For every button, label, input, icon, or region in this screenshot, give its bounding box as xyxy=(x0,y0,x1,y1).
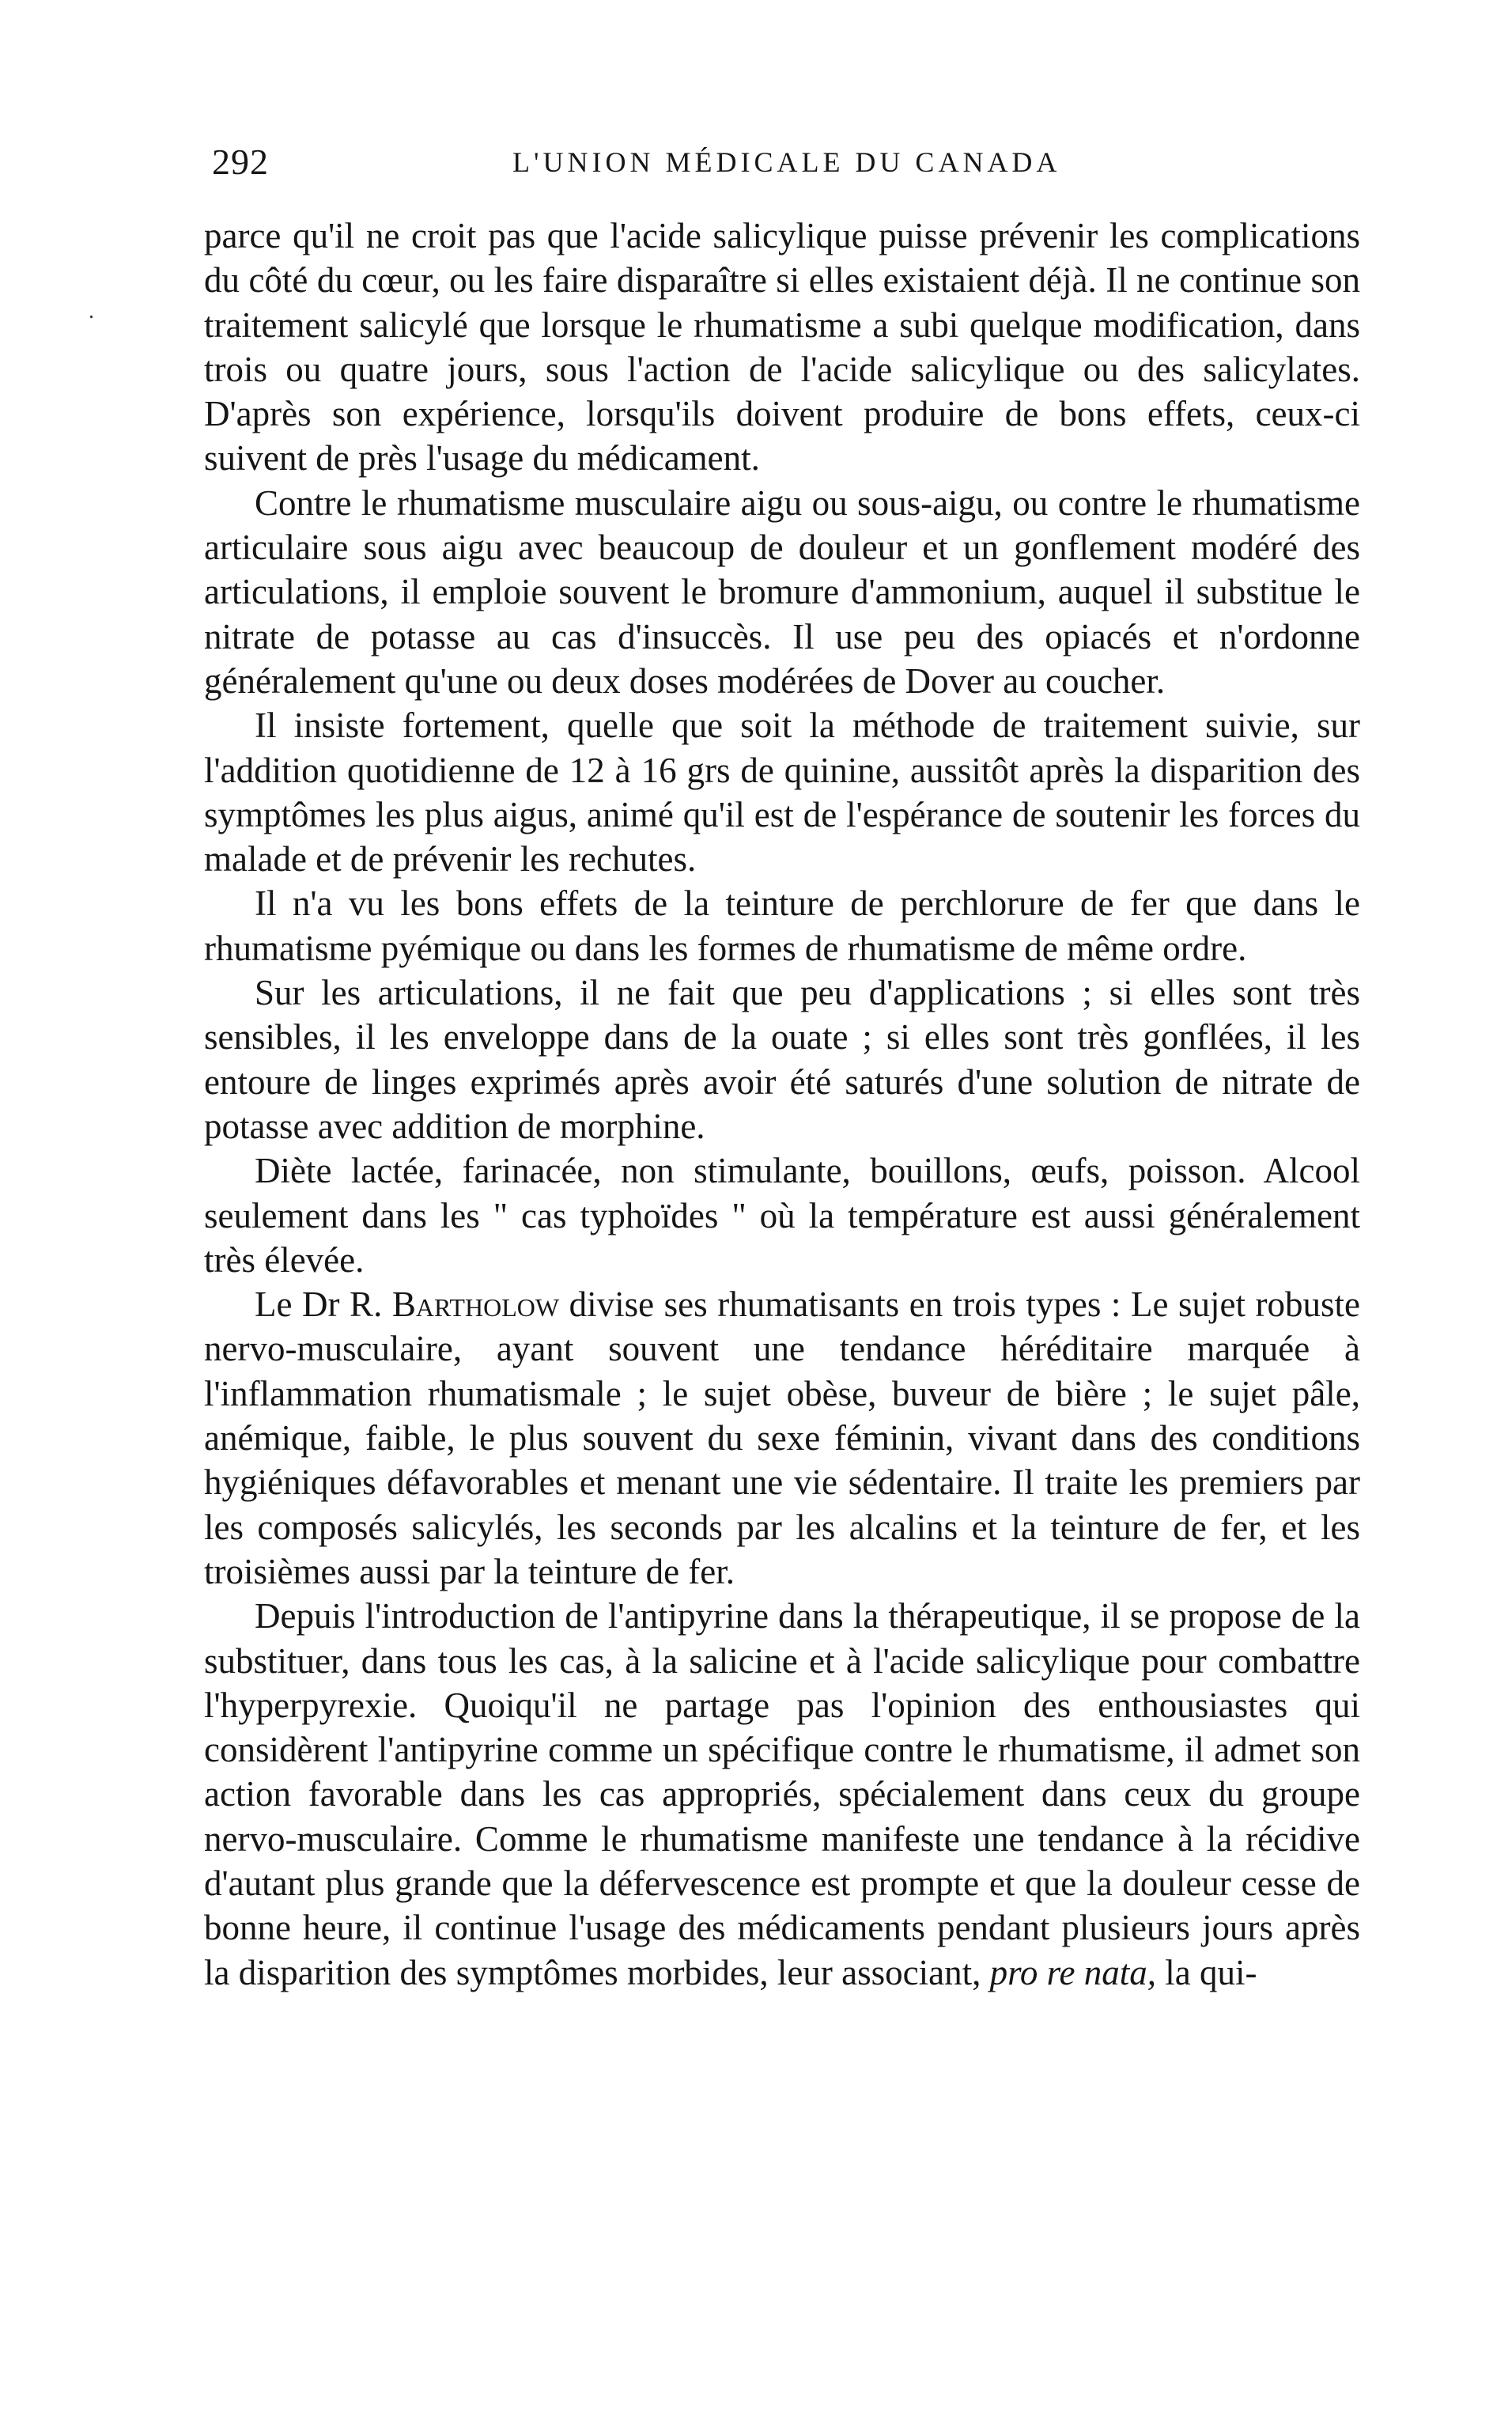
author-name: Bartholow xyxy=(391,1284,560,1325)
paragraph-quinine: Il insiste fortement, quelle que soit la méthode de traitement suivie, sur l'addition quotidienne de 12 à 16 grs de quinine, aussitôt après la disparition des symptômes les plus aigus, animé qu'il est de l'espérance de soutenir les forces du malade et de prévenir les rechutes. xyxy=(204,706,1360,880)
page-header xyxy=(212,141,1343,188)
antipyrine-tail: la qui- xyxy=(1156,1952,1257,1992)
antipyrine-body: Depuis l'introduction de l'antipyrine dans la thérapeutique, il se propose de la substituer, dans tous les cas, à la salicine et à l'acide salicylique pour combattre l'hyperpyrexie. Quoiqu'il ne partage pas l'opinion des enthousiastes qui considèrent l'antipyrine comme un spécifique contre le rhumatisme, il admet son action favorable dans les cas appropriés, spécialement dans ceux du groupe nervo-musculaire. Comme le rhumatisme manifeste une tendance à la récidive d'autant plus grande que la défervescence est prompte et que la douleur cesse de bonne heure, il continue l'usage des médicaments pendant plusieurs jours après la disparition des symptômes morbides, leur associant, xyxy=(204,1596,1360,1992)
body-text xyxy=(204,214,1360,1995)
paragraph-bartholow xyxy=(204,1282,1360,1594)
paragraph-muscular-rheumatism: Contre le rhumatisme musculaire aigu ou sous-aigu, ou contre le rhumatisme articulaire sous aigu avec beaucoup de douleur et un gonflement modéré des articulations, il emploie souvent le bromure d'ammonium, auquel il substitue le nitrate de potasse au cas d'insuccès. Il use peu des opiacés et n'ordonne généralement qu'une ou deux doses modérées de Dover au coucher. xyxy=(204,482,1360,701)
paragraph-diet: Diète lactée, farinacée, non stimulante, bouillons, œufs, poisson. Alcool seulement dans les " cas typhoïdes " où la température est aussi généralement très élevée. xyxy=(204,1151,1360,1280)
paragraph-perchloride: Il n'a vu les bons effets de la teinture de perchlorure de fer que dans le rhumatisme pyémique ou dans les formes de rhumatisme de même ordre. xyxy=(204,883,1360,968)
paragraph-joints: Sur les articulations, il ne fait que peu d'applications ; si elles sont très sensibles, il les enveloppe dans de la ouate ; si elles sont très gonflées, il les entoure de linges exprimés après avoir été saturés d'une solution de nitrate de potasse avec addition de morphine. xyxy=(204,973,1360,1146)
italic-phrase: pro re nata, xyxy=(989,1952,1157,1992)
page-number: 292 xyxy=(212,142,269,182)
paragraph-continuation: parce qu'il ne croit pas que l'acide salicylique puisse prévenir les complications du côté du cœur, ou les faire disparaître si elles existaient déjà. Il ne continue son traitement salicylé que lorsque le rhumatisme a subi quelque modification, dans trois ou quatre jours, sous l'action de l'acide salicylique ou des salicylates. D'après son expérience, lorsqu'ils doivent produire de bons effets, ceux-ci suivent de près l'usage du médicament. xyxy=(204,216,1360,479)
bartholow-body: divise ses rhumatisants en trois types : Le sujet robuste nervo-musculaire, ayant souvent une tendance héréditaire marquée à l'inflammation rhumatismale ; le sujet obèse, buveur de bière ; le sujet pâle, anémique, faible, le plus souvent du sexe féminin, vivant dans des conditions hygiéniques défavorables et menant une vie sédentaire. Il traite les premiers par les composés salicylés, les seconds par les alcalins et la teinture de fer, et les troisièmes aussi par la teinture de fer. xyxy=(204,1284,1360,1591)
running-title: L'UNION MÉDICALE DU CANADA xyxy=(512,146,1061,178)
paragraph-antipyrine xyxy=(204,1594,1360,1995)
margin-mark: . xyxy=(89,299,94,323)
bartholow-lead: Le Dr R. xyxy=(255,1284,392,1325)
